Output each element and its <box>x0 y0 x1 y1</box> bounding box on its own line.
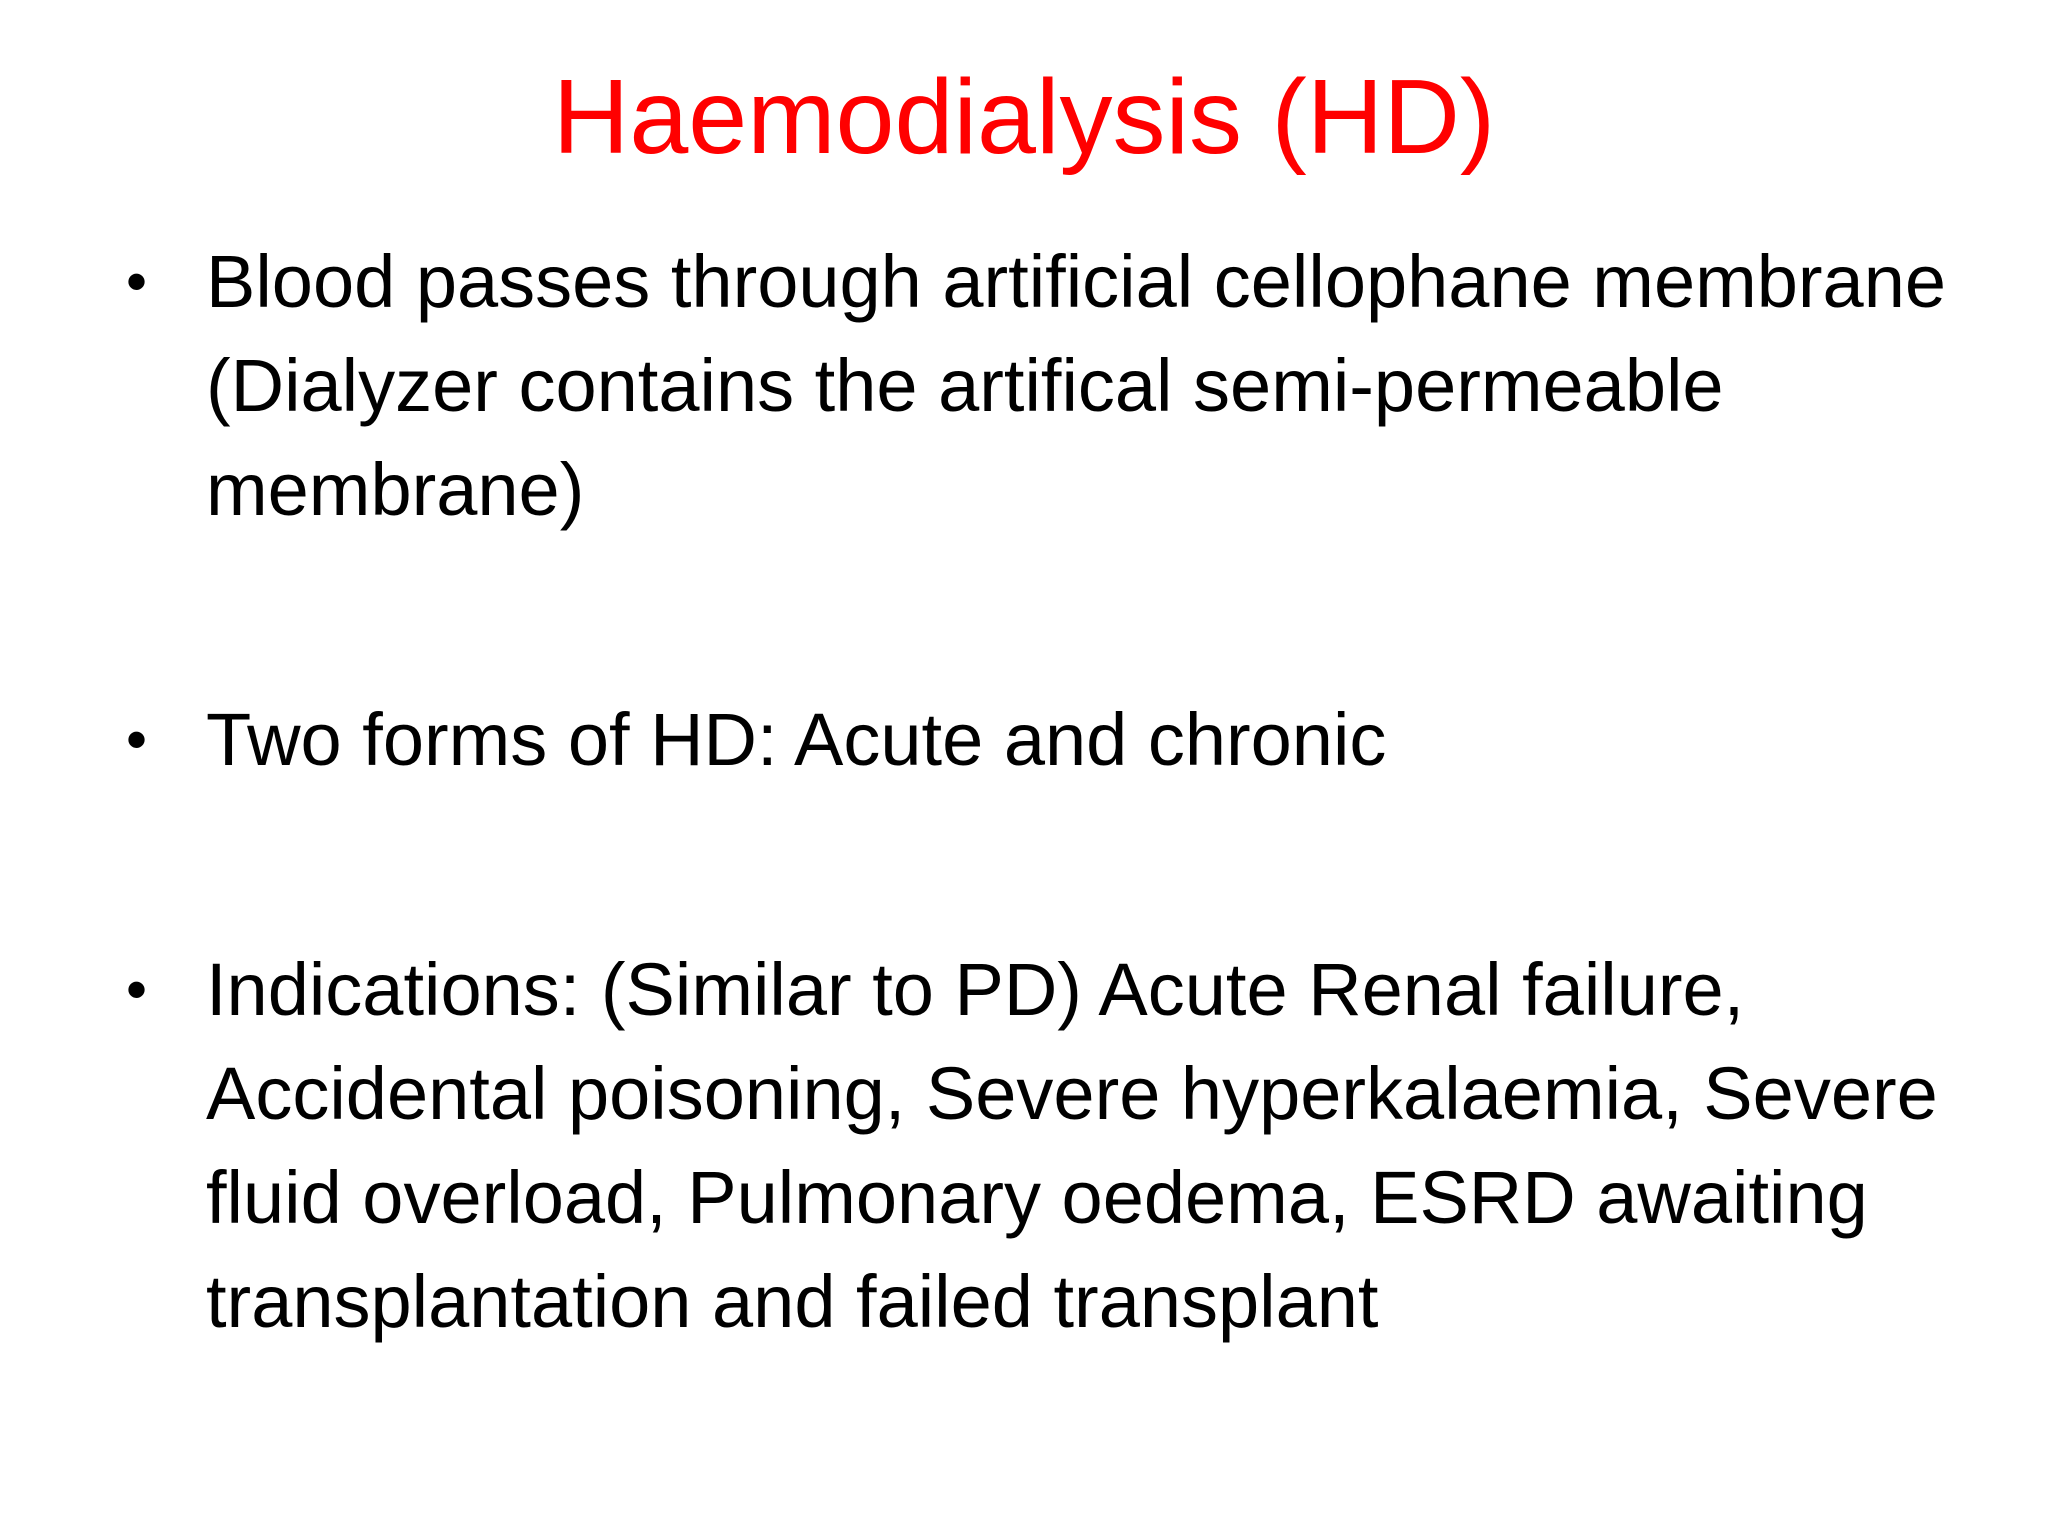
bullet-item <box>120 230 1960 542</box>
slide-title: Haemodialysis (HD) <box>552 58 1496 176</box>
bullet-item <box>120 938 1960 1354</box>
bullet-item <box>120 688 1960 792</box>
bullet-text: Blood passes through artificial cellophane membrane (Dialyzer contains the artifical semi-permeable membrane) <box>206 240 1947 531</box>
bullet-dot-icon: • <box>126 248 148 315</box>
bullet-text: Indications: (Similar to PD) Acute Renal failure, Accidental poisoning, Severe hyperkalaemia, Severe fluid overload, Pulmonary oedema, ESRD awaiting transplantation and failed transplant <box>206 948 1938 1343</box>
bullet-dot-icon: • <box>126 706 148 773</box>
bullet-text: Two forms of HD: Acute and chronic <box>206 698 1387 781</box>
bullet-dot-icon: • <box>126 956 148 1023</box>
bullet-list <box>120 230 1960 1354</box>
